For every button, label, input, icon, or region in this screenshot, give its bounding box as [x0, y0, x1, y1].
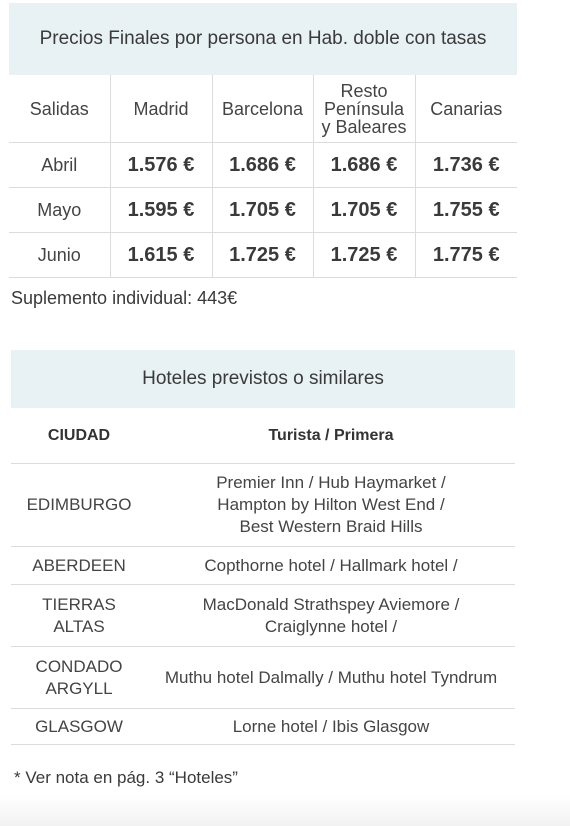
prices-table [9, 3, 517, 278]
hotels-cell: Copthorne hotel / Hallmark hotel / [147, 547, 515, 585]
price-cell: 1.615 € [110, 233, 212, 278]
price-cell: 1.775 € [415, 233, 517, 278]
price-cell: 1.576 € [110, 143, 212, 188]
price-cell: 1.705 € [212, 188, 313, 233]
city-cell: GLASGOW [11, 709, 147, 745]
price-row-abril [9, 143, 517, 188]
hotels-cell: MacDonald Strathspey Aviemore / Craiglynne hotel / [147, 585, 515, 647]
price-cell: 1.686 € [313, 143, 415, 188]
price-row-junio [9, 233, 517, 278]
hotels-cell: Muthu hotel Dalmally / Muthu hotel Tyndrum [147, 647, 515, 709]
month-cell: Abril [9, 143, 110, 188]
price-cell: 1.755 € [415, 188, 517, 233]
hotels-title: Hoteles previstos o similares [11, 350, 515, 408]
hotels-table [11, 350, 515, 745]
col-barcelona: Barcelona [212, 75, 313, 143]
hotel-row-edimburgo [11, 464, 515, 547]
col-resto-peninsula: Resto Península y Baleares [313, 75, 415, 143]
hotels-header-row [11, 408, 515, 464]
hotel-row-tierras-altas [11, 585, 515, 647]
footnote: * Ver nota en pág. 3 “Hoteles” [14, 768, 238, 787]
city-cell: CONDADO ARGYLL [11, 647, 147, 709]
city-cell: EDIMBURGO [11, 464, 147, 547]
col-salidas: Salidas [9, 75, 110, 143]
price-cell: 1.595 € [110, 188, 212, 233]
supplement-text: Suplemento individual: 443€ [11, 288, 238, 308]
price-row-mayo [9, 188, 517, 233]
bottom-fade [0, 795, 570, 826]
col-canarias: Canarias [415, 75, 517, 143]
col-madrid: Madrid [110, 75, 212, 143]
col-categoria: Turista / Primera [147, 408, 515, 464]
hotels-cell: Lorne hotel / Ibis Glasgow [147, 709, 515, 745]
month-cell: Junio [9, 233, 110, 278]
col-ciudad: CIUDAD [11, 408, 147, 464]
city-cell: TIERRAS ALTAS [11, 585, 147, 647]
price-cell: 1.686 € [212, 143, 313, 188]
hotels-cell: Premier Inn / Hub Haymarket / Hampton by Hilton West End / Best Western Braid Hills [147, 464, 515, 547]
month-cell: Mayo [9, 188, 110, 233]
hotel-row-glasgow [11, 709, 515, 745]
prices-title: Precios Finales por persona en Hab. doble con tasas [9, 3, 517, 75]
city-cell: ABERDEEN [11, 547, 147, 585]
price-cell: 1.736 € [415, 143, 517, 188]
price-cell: 1.705 € [313, 188, 415, 233]
prices-header-row [9, 75, 517, 143]
hotel-row-aberdeen [11, 547, 515, 585]
price-cell: 1.725 € [313, 233, 415, 278]
hotel-row-condado-argyll [11, 647, 515, 709]
price-cell: 1.725 € [212, 233, 313, 278]
